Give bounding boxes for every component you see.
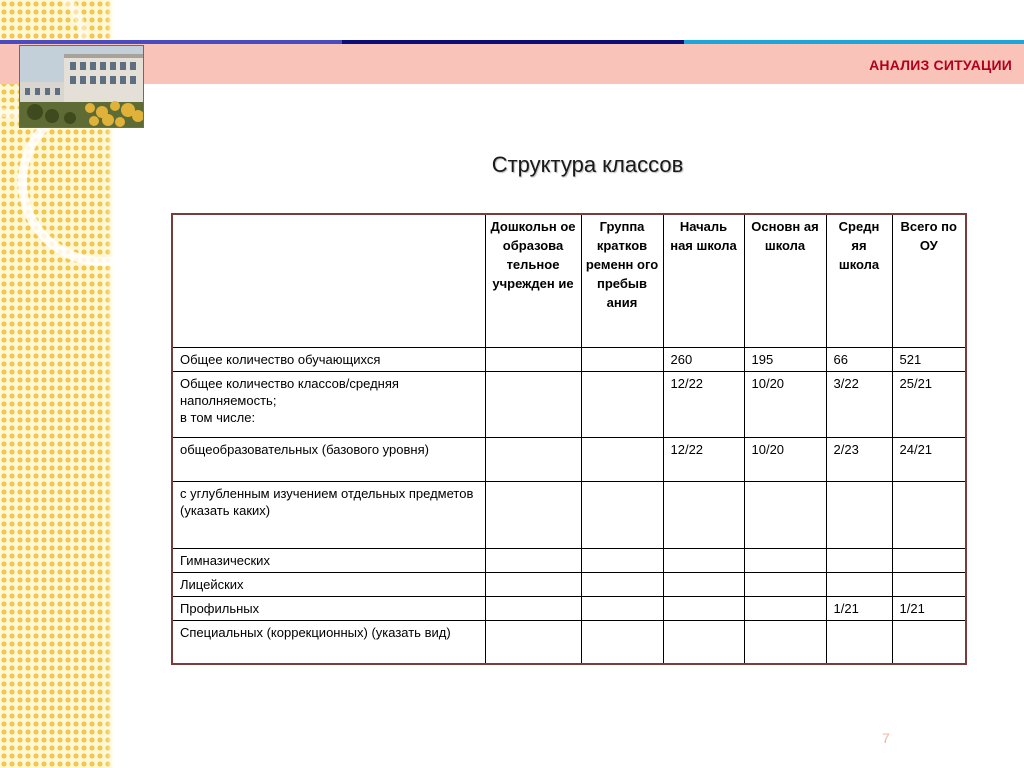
table-cell: 25/21 bbox=[892, 371, 966, 437]
table-cell: 1/21 bbox=[892, 596, 966, 620]
table-cell bbox=[663, 548, 744, 572]
table-cell: 3/22 bbox=[826, 371, 892, 437]
school-building-illustration bbox=[20, 46, 143, 127]
row-label: с углубленным изучением отдельных предметов (указать каких) bbox=[172, 481, 485, 548]
table-cell: 2/23 bbox=[826, 437, 892, 481]
table-cell bbox=[485, 572, 581, 596]
table-cell bbox=[581, 347, 663, 371]
table-cell bbox=[581, 371, 663, 437]
table-cell: 24/21 bbox=[892, 437, 966, 481]
row-label: Общее количество классов/средняя наполняемость; в том числе: bbox=[172, 371, 485, 437]
table-cell bbox=[744, 481, 826, 548]
table-cell bbox=[892, 620, 966, 664]
table-cell bbox=[581, 596, 663, 620]
row-label: Гимназических bbox=[172, 548, 485, 572]
table-cell bbox=[663, 481, 744, 548]
slide-title: Структура классов bbox=[491, 152, 684, 177]
table-cell bbox=[485, 371, 581, 437]
table-cell bbox=[826, 481, 892, 548]
table-cell bbox=[581, 620, 663, 664]
school-building-photo bbox=[19, 45, 144, 128]
section-label: АНАЛИЗ СИТУАЦИИ bbox=[869, 57, 1012, 73]
table-cell bbox=[826, 548, 892, 572]
table-cell: 12/22 bbox=[663, 371, 744, 437]
header-empty-cell bbox=[172, 214, 485, 347]
table-cell bbox=[581, 572, 663, 596]
table-cell: 521 bbox=[892, 347, 966, 371]
column-header: Основн ая школа bbox=[744, 214, 826, 347]
column-header: Средн яя школа bbox=[826, 214, 892, 347]
table-cell bbox=[485, 481, 581, 548]
table-cell: 195 bbox=[744, 347, 826, 371]
table-row bbox=[172, 548, 966, 572]
table-row bbox=[172, 620, 966, 664]
table-cell bbox=[581, 437, 663, 481]
table-cell bbox=[581, 548, 663, 572]
table-cell bbox=[663, 572, 744, 596]
table-cell bbox=[485, 548, 581, 572]
table-cell: 10/20 bbox=[744, 437, 826, 481]
table-cell bbox=[581, 481, 663, 548]
table-cell bbox=[663, 620, 744, 664]
table-cell bbox=[744, 572, 826, 596]
row-label: Общее количество обучающихся bbox=[172, 347, 485, 371]
table-cell: 1/21 bbox=[826, 596, 892, 620]
row-label: Профильных bbox=[172, 596, 485, 620]
table-cell bbox=[663, 596, 744, 620]
table-row bbox=[172, 572, 966, 596]
page-number: 7 bbox=[882, 730, 890, 746]
table-cell bbox=[485, 347, 581, 371]
table-cell bbox=[744, 596, 826, 620]
table-row bbox=[172, 371, 966, 437]
column-header: Дошкольн ое образова тельное учрежден ие bbox=[485, 214, 581, 347]
table-row bbox=[172, 481, 966, 548]
column-header: Группа кратков ременн ого пребыв ания bbox=[581, 214, 663, 347]
row-label: Лицейских bbox=[172, 572, 485, 596]
table-cell bbox=[485, 596, 581, 620]
table-cell: 10/20 bbox=[744, 371, 826, 437]
table-row bbox=[172, 347, 966, 371]
table-cell bbox=[826, 620, 892, 664]
table-cell bbox=[892, 572, 966, 596]
table-cell bbox=[485, 620, 581, 664]
table-row bbox=[172, 596, 966, 620]
class-structure-table bbox=[171, 213, 967, 665]
table-cell bbox=[485, 437, 581, 481]
row-label: общеобразовательных (базового уровня) bbox=[172, 437, 485, 481]
table-cell: 12/22 bbox=[663, 437, 744, 481]
table-header-row bbox=[172, 214, 966, 347]
table-cell bbox=[826, 572, 892, 596]
table-row bbox=[172, 437, 966, 481]
column-header: Началь ная школа bbox=[663, 214, 744, 347]
table-cell: 66 bbox=[826, 347, 892, 371]
table-cell: 260 bbox=[663, 347, 744, 371]
row-label: Специальных (коррекционных) (указать вид) bbox=[172, 620, 485, 664]
column-header: Всего по ОУ bbox=[892, 214, 966, 347]
table-cell bbox=[744, 548, 826, 572]
table-cell bbox=[744, 620, 826, 664]
table-cell bbox=[892, 481, 966, 548]
table-cell bbox=[892, 548, 966, 572]
